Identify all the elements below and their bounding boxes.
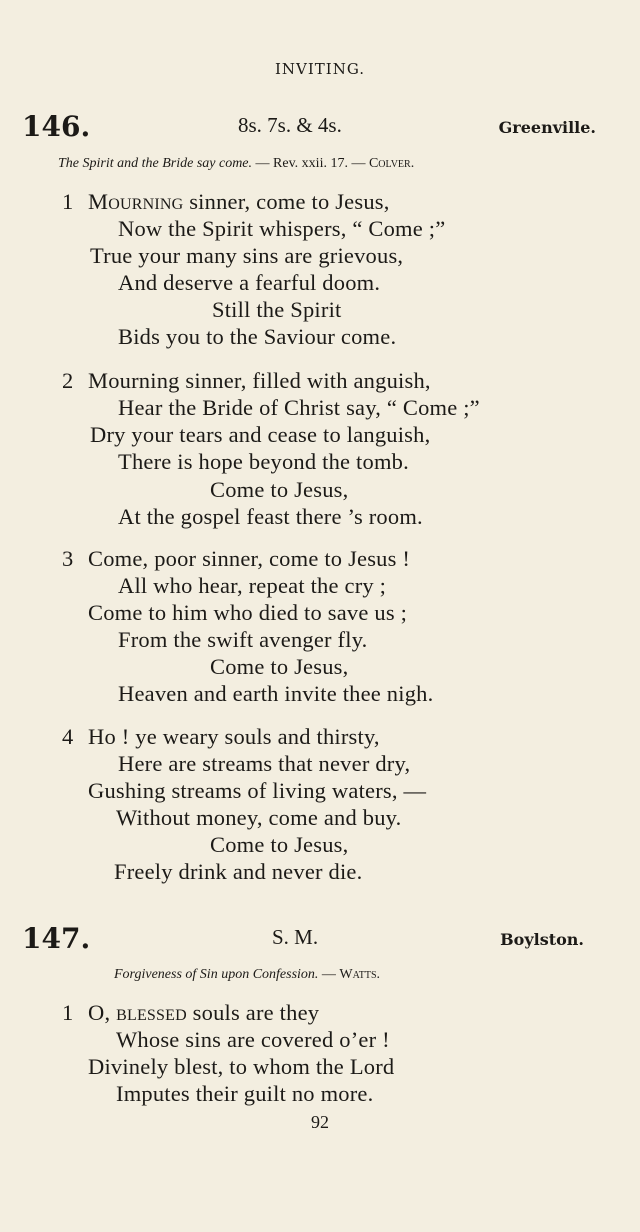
hymn-146-verse-1-line-6: Bids you to the Saviour come. [118, 324, 397, 349]
hymn-147-number: 147. [22, 922, 91, 955]
hymn-146-verse-4-line-2: Here are streams that never dry, [118, 751, 411, 776]
hymn-147-verse-1-smallcaps: blessed [116, 1000, 187, 1025]
hymn-146-verse-3-line-5: Come to Jesus, [210, 654, 349, 679]
hymn-146-verse-3-line-4: From the swift avenger fly. [118, 627, 368, 652]
hymn-147-subtitle [114, 967, 380, 983]
hymn-146-number: 146. [22, 110, 91, 143]
hymn-147-verse-1-line-3: Divinely blest, to whom the Lord [88, 1054, 395, 1079]
hymn-146-verse-2-line-3: Dry your tears and cease to languish, [90, 422, 431, 447]
hymn-147-verse-1-number: 1 [62, 1000, 74, 1025]
hymn-146-verse-4-line-6: Freely drink and never die. [114, 859, 363, 884]
hymn-146-verse-3-number: 3 [62, 546, 74, 571]
hymn-147-subtitle-dash1: — [318, 967, 340, 982]
hymn-146-verse-4-number: 4 [62, 724, 74, 749]
page-number: 92 [311, 1112, 329, 1132]
hymn-146-verse-3-line-6: Heaven and earth invite thee nigh. [118, 681, 434, 706]
hymn-147-verse-1-line-2: Whose sins are covered o’er ! [116, 1027, 390, 1052]
hymn-146-subtitle-author: Colver. [368, 156, 415, 171]
hymn-146-verse-1-line-5: Still the Spirit [212, 297, 342, 322]
hymn-146-verse-4-line-3: Gushing streams of living waters, — [88, 778, 427, 803]
hymn-146-verse-2-line-5: Come to Jesus, [210, 477, 349, 502]
hymn-147-verse-1-line-4: Imputes their guilt no more. [116, 1081, 374, 1106]
hymn-147-verse-1-line-1 [88, 1000, 319, 1026]
hymn-146-subtitle [58, 156, 414, 172]
hymn-147-subtitle-author: Watts. [339, 967, 381, 982]
hymn-146-verse-2-line-2: Hear the Bride of Christ say, “ Come ;” [118, 395, 480, 420]
hymn-146-verse-4-line-5: Come to Jesus, [210, 832, 349, 857]
running-head: INVITING. [274, 60, 366, 78]
hymn-146-verse-4-line-4: Without money, come and buy. [116, 805, 402, 830]
hymn-146-verse-4-line-1: Ho ! ye weary souls and thirsty, [88, 724, 380, 749]
hymn-146-verse-1-line-1 [88, 189, 390, 215]
hymn-146-subtitle-dash2: — [347, 156, 369, 171]
hymn-146-verse-1-number: 1 [62, 189, 74, 214]
hymn-146-verse-2-line-6: At the gospel feast there ’s room. [118, 504, 423, 529]
hymn-146-verse-3-line-2: All who hear, repeat the cry ; [118, 573, 387, 598]
hymn-146-meter: 8s. 7s. & 4s. [238, 113, 342, 137]
hymn-147-tune: Boylston. [500, 930, 584, 949]
hymn-146-verse-1-line-1-rest: sinner, come to Jesus, [183, 189, 390, 214]
hymn-147-meter: S. M. [272, 925, 319, 949]
hymn-146-subtitle-dash1: — [252, 156, 274, 171]
hymn-146-verse-3-line-3: Come to him who died to save us ; [88, 600, 408, 625]
hymn-146-subtitle-ref: Rev. xxii. 17. [273, 156, 348, 171]
hymn-146-verse-2-line-4: There is hope beyond the tomb. [118, 449, 409, 474]
hymn-147-verse-1-line-1-rest: souls are they [186, 1000, 320, 1025]
hymn-147-verse-1-line-1-start: O, [88, 1000, 117, 1025]
hymn-147-subtitle-text: Forgiveness of Sin upon Confession. [114, 967, 319, 982]
hymn-146-verse-1-line-3: True your many sins are grievous, [90, 243, 404, 268]
hymn-146-verse-1-smallcaps: Mourning [88, 189, 184, 214]
hymn-146-verse-2-line-1: Mourning sinner, filled with anguish, [88, 368, 431, 393]
hymn-146-verse-3-line-1: Come, poor sinner, come to Jesus ! [88, 546, 411, 571]
hymn-146-tune: Greenville. [498, 118, 596, 137]
hymn-146-verse-1-line-4: And deserve a fearful doom. [118, 270, 381, 295]
hymn-146-subtitle-text: The Spirit and the Bride say come. [58, 156, 253, 171]
hymn-146-verse-2-number: 2 [62, 368, 74, 393]
hymn-146-verse-1-line-2: Now the Spirit whispers, “ Come ;” [118, 216, 446, 241]
